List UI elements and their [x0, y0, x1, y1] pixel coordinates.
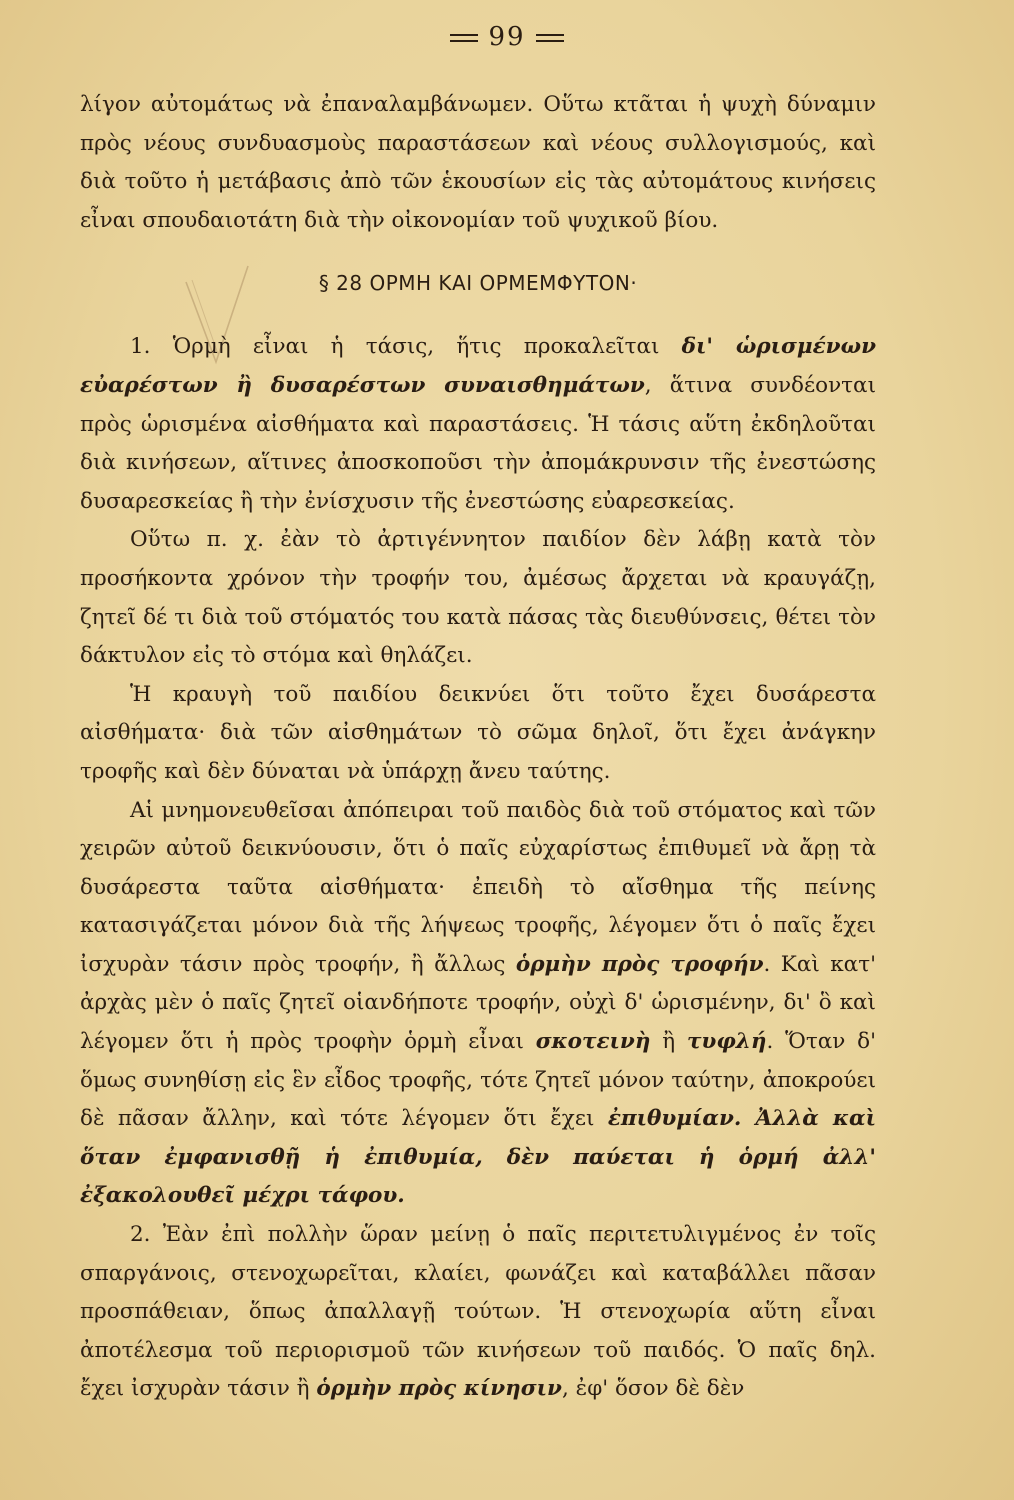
paragraph-5: 2. Ἐὰν ἐπὶ πολλὴν ὥραν μείνῃ ὁ παῖς περιτετυλιγμένος ἐν τοῖς σπαργάνοις, στενοχωρεῖται, κλαίει, φωνάζει καὶ καταβάλλει πᾶσαν προσπάθειαν, ὅπως ἀπαλλαγῇ τούτων. Ἡ στενοχωρία αὕτη εἶναι ἀποτέλεσμα τοῦ περιορισμοῦ τῶν κινήσεων τοῦ παιδός. Ὁ παῖς δηλ. ἔχει ἰσχυρὰν τάσιν ἢ ὁρμὴν πρὸς κίνησιν, ἐφ' ὅσον δὲ δὲν [80, 1222, 876, 1402]
paragraph-1: 1. Ὁρμὴ εἶναι ἡ τάσις, ἥτις προκαλεῖται δι' ὡρισμένων εὐαρέστων ἢ δυσαρέστων συναισθημάτων, ἅτινα συνδέονται πρὸς ὡρισμένα αἰσθήματα καὶ παραστάσεις. Ἡ τάσις αὕτη ἐκδηλοῦται διὰ κινήσεων, αἵτινες ἀποσκοποῦσι τὴν ἀπομάκρυνσιν τῆς ἐνεστώσης δυσαρεσκείας ἢ τὴν ἐνίσχυσιν τῆς ἐνεστώσης εὐαρεσκείας. [80, 334, 876, 514]
paragraph-4: Αἱ μνημονευθεῖσαι ἀπόπειραι τοῦ παιδὸς διὰ τοῦ στόματος καὶ τῶν χειρῶν αὐτοῦ δεικνύουσιν, ὅτι ὁ παῖς εὐχαρίστως ἐπιθυμεῖ νὰ ἄρῃ τὰ δυσάρεστα ταῦτα αἰσθήματα· ἐπειδὴ τὸ αἴσθημα τῆς πείνης κατασιγάζεται μόνον διὰ τῆς λήψεως τροφῆς, λέγομεν ὅτι ὁ παῖς ἔχει ἰσχυρὰν τάσιν πρὸς τροφήν, ἢ ἄλλως ὁρμὴν πρὸς τροφήν. Καὶ κατ' ἀρχὰς μὲν ὁ παῖς ζητεῖ οἱανδήποτε τροφήν, οὐχὶ δ' ὡρισμένην, δι' ὃ καὶ λέγομεν ὅτι ἡ πρὸς τροφὴν ὁρμὴ εἶναι σκοτεινὴ ἢ τυφλή. Ὅταν δ' ὅμως συνηθίσῃ εἰς ἓν εἶδος τροφῆς, τότε ζητεῖ μόνον ταύτην, ἀποκρούει δὲ πᾶσαν ἄλλην, καὶ τότε λέγομεν ὅτι ἔχει ἐπιθυμίαν. Ἀλλὰ καὶ ὅταν ἐμφανισθῇ ἡ ἐπιθυμία, δὲν παύεται ἡ ὁρμή ἀλλ' ἐξακολουθεῖ μέχρι τάφου. [80, 797, 877, 1209]
paragraph-3: Ἡ κραυγὴ τοῦ παιδίου δεικνύει ὅτι τοῦτο ἔχει δυσάρεστα αἰσθήματα· διὰ τῶν αἰσθημάτων τὸ σῶμα δηλοῖ, ὅτι ἔχει ἀνάγκην τροφῆς καὶ δὲν δύναται νὰ ὑπάρχῃ ἄνευ ταύτης. [80, 681, 876, 784]
paragraph-2: Οὕτω π. χ. ἐὰν τὸ ἀρτιγέννητον παιδίον δὲν λάβῃ κατὰ τὸν προσήκοντα χρόνον τὴν τροφήν του, ἀμέσως ἄρχεται νὰ κραυγάζῃ, ζητεῖ δέ τι διὰ τοῦ στόματός του κατὰ πάσας τὰς διευθύνσεις, θέτει τὸν δάκτυλον εἰς τὸ στόμα καὶ θηλάζει. [80, 527, 876, 669]
intro-paragraph: λίγον αὐτομάτως νὰ ἐπαναλαμβάνωμεν. Οὕτω κτᾶται ἡ ψυχὴ δύναμιν πρὸς νέους συνδυασμοὺς παραστάσεων καὶ νέους συλλογισμούς, καὶ διὰ τοῦτο ἡ μετάβασις ἀπὸ τῶν ἑκουσίων εἰς τὰς αὐτομάτους κινήσεις εἶναι σπουδαιοτάτη διὰ τὴν οἰκονομίαν τοῦ ψυχικοῦ βίου. [80, 92, 876, 233]
right-rule [536, 34, 564, 42]
section-heading: § 28 ΟΡΜΗ ΚΑΙ ΟΡΜΕΜΦΥΤΟΝ· [318, 271, 638, 296]
body-text [80, 86, 876, 1409]
page-number-text: 99 [488, 22, 526, 52]
page-number [0, 22, 1014, 52]
left-rule [450, 34, 478, 42]
